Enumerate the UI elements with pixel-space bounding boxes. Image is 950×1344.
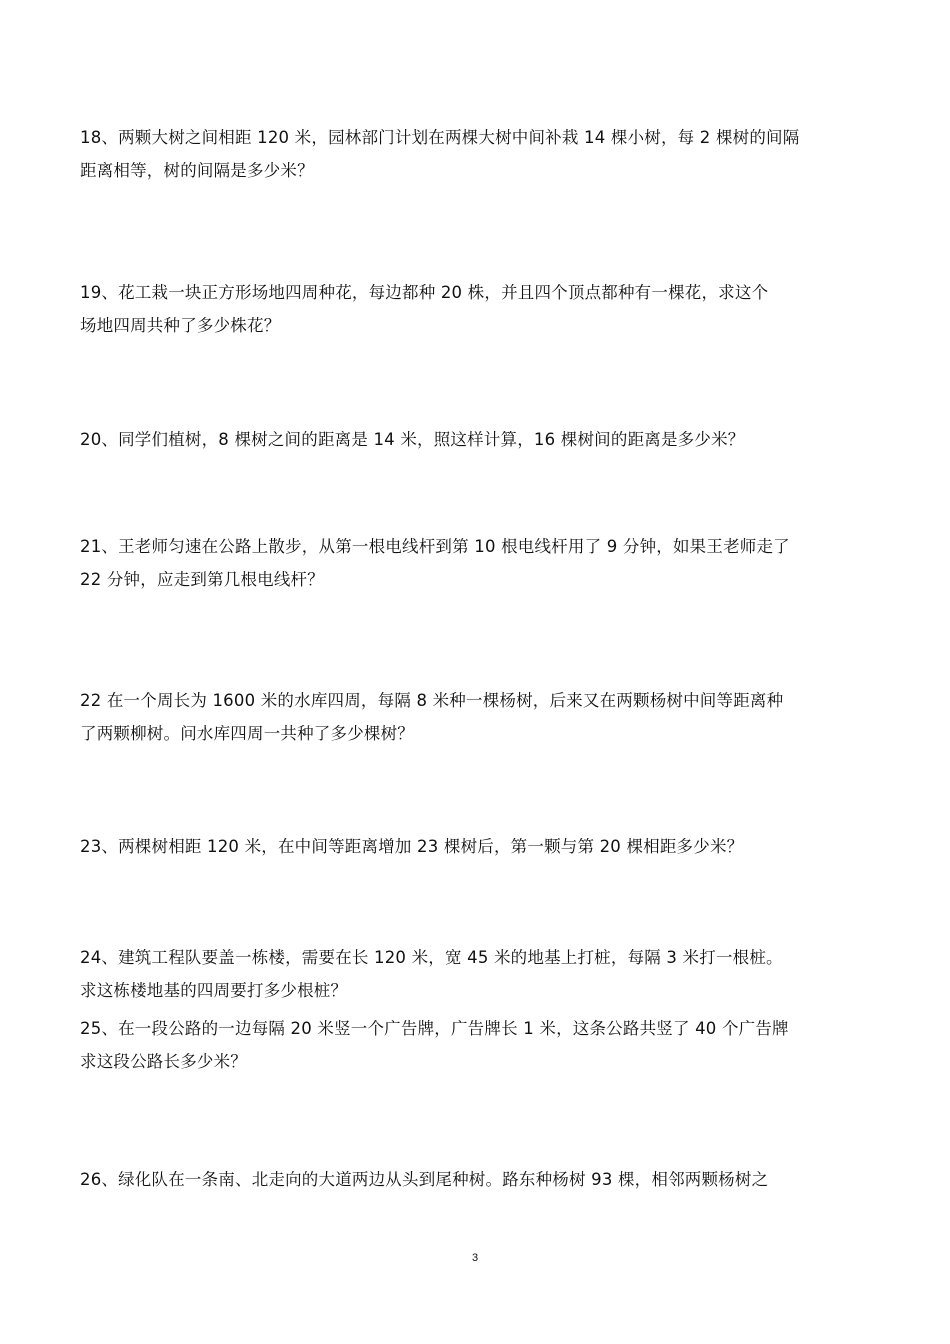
problem-line: 26、绿化队在一条南、北走向的大道两边从头到尾种树。路东种杨树 93 棵，相邻两颗杨树之 [80, 1170, 769, 1189]
problem-line: 了两颗柳树。问水库四周一共种了多少棵树？ [80, 724, 414, 743]
problem-line: 求这栋楼地基的四周要打多少根桩？ [80, 981, 348, 1000]
problem-line: 求这段公路长多少米？ [80, 1052, 247, 1071]
problem-23 [80, 830, 880, 863]
problem-line: 场地四周共种了多少株花？ [80, 316, 281, 335]
problem-18 [80, 121, 880, 187]
problem-line: 18、两颗大树之间相距 120 米，园林部门计划在两棵大树中间补栽 14 棵小树，每 2 棵树的间隔 [80, 128, 800, 147]
problem-line: 23、两棵树相距 120 米，在中间等距离增加 23 棵树后，第一颗与第 20 棵相距多少米？ [80, 837, 744, 856]
problem-line: 22 在一个周长为 1600 米的水库四周，每隔 8 米种一棵杨树，后来又在两颗杨树中间等距离种 [80, 691, 784, 710]
problem-line: 21、王老师匀速在公路上散步，从第一根电线杆到第 10 根电线杆用了 9 分钟，如果王老师走了 [80, 537, 790, 556]
page-number: 3 [471, 1252, 479, 1264]
problem-22 [80, 684, 880, 750]
problem-line: 20、同学们植树，8 棵树之间的距离是 14 米，照这样计算，16 棵树间的距离是多少米？ [80, 430, 745, 449]
problem-20 [80, 423, 880, 456]
problem-26 [80, 1163, 880, 1196]
problem-line: 25、在一段公路的一边每隔 20 米竖一个广告牌，广告牌长 1 米，这条公路共竖了 40 个广告牌 [80, 1019, 789, 1038]
problem-line: 19、花工栽一块正方形场地四周种花，每边都种 20 株，并且四个顶点都种有一棵花，求这个 [80, 283, 769, 302]
problem-21 [80, 530, 880, 596]
problem-line: 24、建筑工程队要盖一栋楼，需要在长 120 米，宽 45 米的地基上打桩，每隔 3 米打一根桩。 [80, 948, 783, 967]
problem-25 [80, 1012, 880, 1078]
problem-19 [80, 276, 880, 342]
problem-line: 距离相等，树的间隔是多少米？ [80, 161, 314, 180]
problem-line: 22 分钟，应走到第几根电线杆？ [80, 570, 324, 589]
problem-24 [80, 941, 880, 1007]
